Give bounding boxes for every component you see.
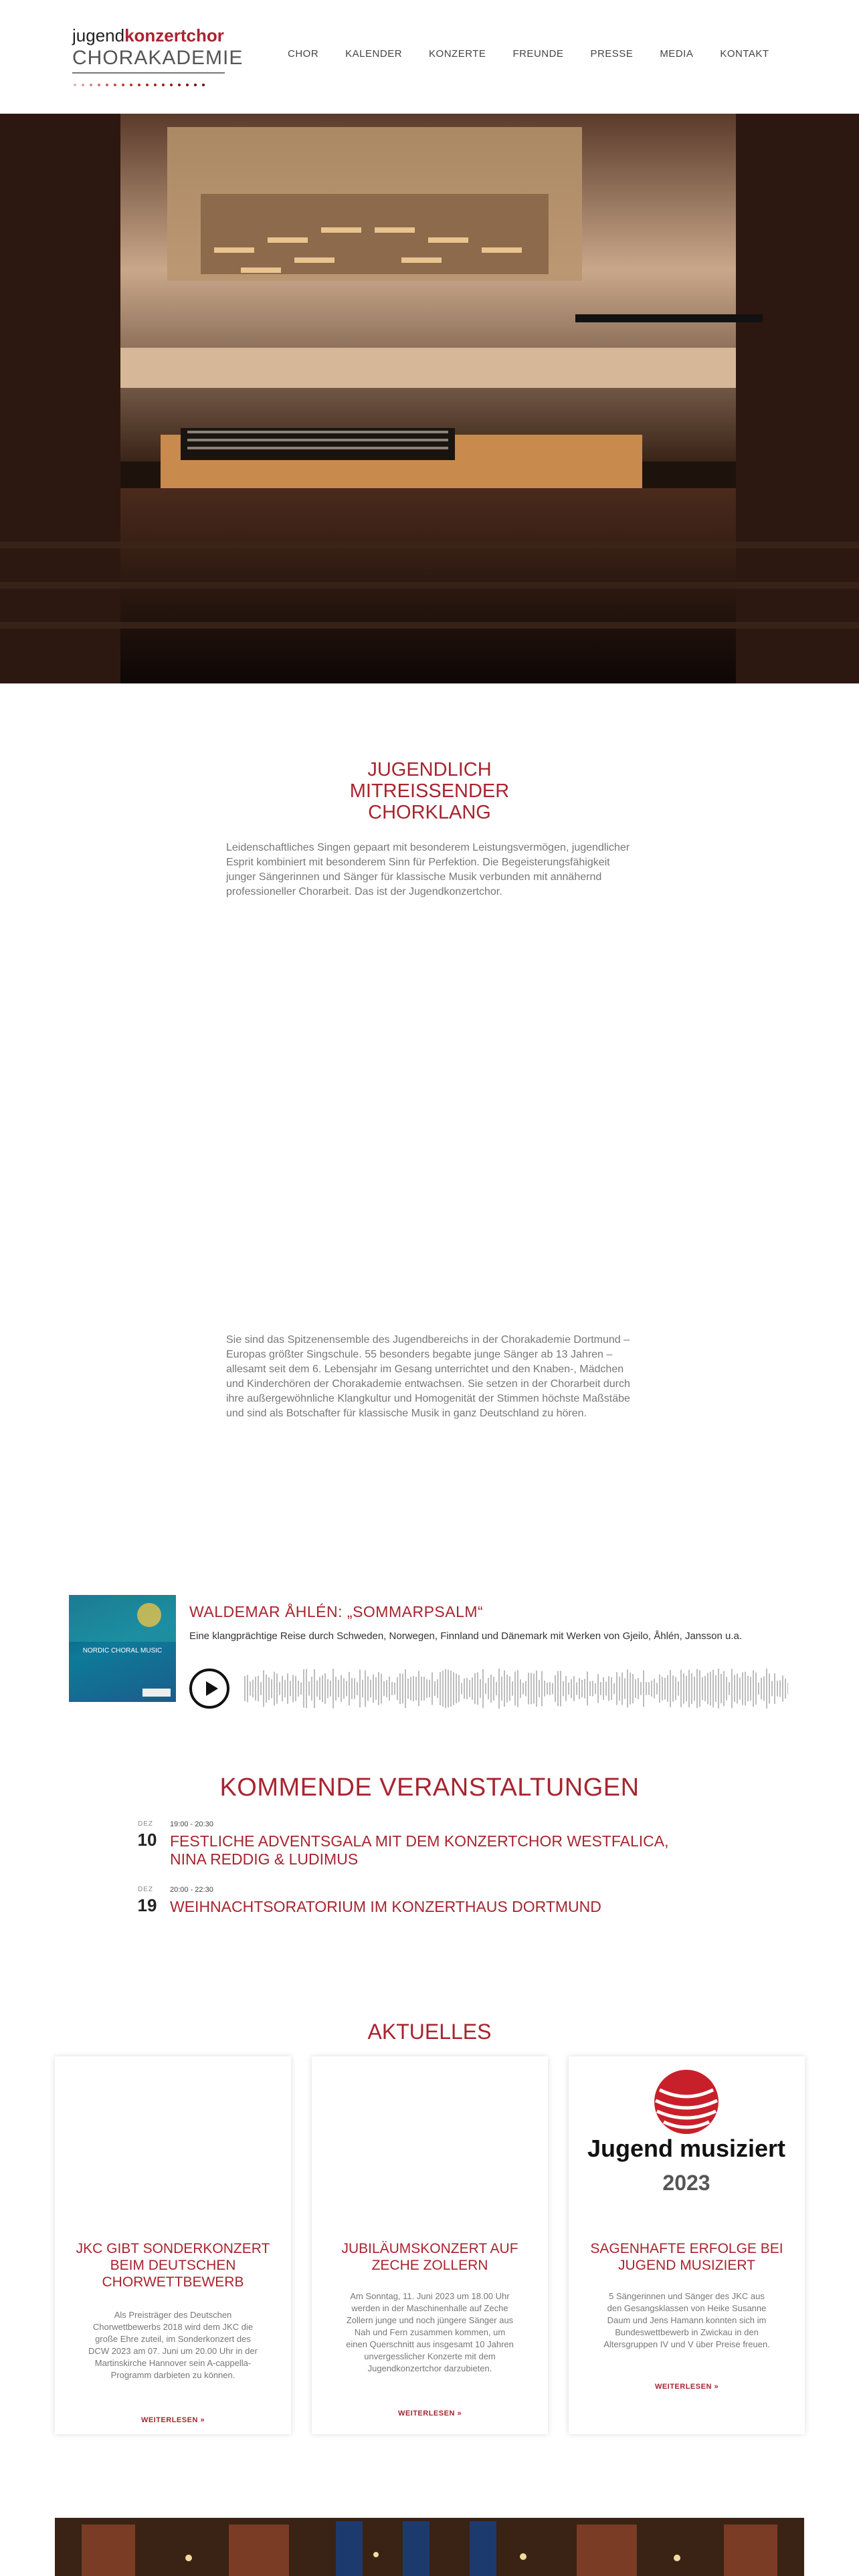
waveform-bar bbox=[335, 1677, 337, 1701]
nav-presse[interactable]: PRESSE bbox=[590, 48, 634, 60]
waveform-bar bbox=[418, 1671, 419, 1707]
waveform-bar bbox=[440, 1672, 441, 1705]
waveform-bar bbox=[683, 1673, 684, 1703]
waveform-bar bbox=[552, 1683, 553, 1695]
waveform-bar bbox=[276, 1674, 278, 1704]
waveform-bar bbox=[694, 1677, 695, 1701]
read-more-link[interactable]: WEITERLESEN » bbox=[397, 2409, 462, 2418]
logo-wordmark-top: jugendkonzertchor bbox=[72, 25, 224, 45]
album-cover-caption: NORDIC CHORAL MUSIC bbox=[82, 1647, 163, 1654]
waveform-bar bbox=[448, 1670, 449, 1708]
news-card-text: Am Sonntag, 11. Juni 2023 um 18.00 Uhr werden in der Maschinenhalle auf Zeche Zollern junge und noch jüngere Sänger aus Nah und Fern zusammen kommen, um einen Querschnitt aus insgesamt 10 Jahren unvergesslicher Konzerte mit dem Jugendkonzertchor darzubieten. bbox=[346, 2291, 514, 2373]
waveform-bar bbox=[557, 1671, 559, 1707]
waveform-bar bbox=[485, 1683, 486, 1694]
waveform-bar bbox=[747, 1676, 749, 1701]
waveform-bar bbox=[737, 1674, 738, 1704]
site-header bbox=[0, 0, 859, 114]
waveform-bar bbox=[622, 1673, 623, 1705]
waveform-bar bbox=[373, 1675, 374, 1703]
waveform-bar bbox=[710, 1672, 711, 1706]
waveform-bar bbox=[528, 1673, 529, 1704]
waveform-bar bbox=[608, 1676, 609, 1701]
waveform-bar bbox=[555, 1675, 556, 1702]
waveform-bar bbox=[501, 1677, 502, 1701]
waveform-bar bbox=[292, 1675, 294, 1703]
waveform-bar bbox=[456, 1674, 457, 1703]
waveform-bar bbox=[287, 1673, 288, 1704]
waveform-bar bbox=[539, 1680, 540, 1697]
waveform-bar bbox=[271, 1679, 272, 1699]
logo-text-line-2: 2023 bbox=[662, 2171, 710, 2195]
waveform-bar bbox=[477, 1673, 478, 1705]
nav-kalender[interactable]: KALENDER bbox=[345, 48, 403, 60]
waveform-bar bbox=[589, 1681, 591, 1696]
waveform-bar bbox=[314, 1669, 315, 1708]
waveform-bar bbox=[592, 1681, 593, 1696]
waveform-bar bbox=[761, 1678, 762, 1699]
waveform-bar bbox=[597, 1674, 599, 1703]
waveform-bar bbox=[755, 1673, 757, 1705]
waveform-bar bbox=[290, 1681, 291, 1697]
waveform-bar bbox=[579, 1678, 580, 1699]
event-day: 10 bbox=[137, 1830, 157, 1850]
waveform-bar bbox=[472, 1677, 473, 1699]
footer-church-image bbox=[55, 2518, 804, 2576]
waveform-bar bbox=[504, 1671, 505, 1707]
waveform-bar bbox=[787, 1683, 788, 1695]
waveform-bar bbox=[624, 1679, 626, 1699]
waveform-bar bbox=[464, 1679, 465, 1699]
waveform-bar bbox=[458, 1675, 460, 1702]
waveform-bar bbox=[662, 1677, 663, 1700]
waveform-bar bbox=[654, 1679, 655, 1698]
waveform-bar bbox=[244, 1676, 246, 1701]
waveform-bar bbox=[365, 1671, 366, 1707]
waveform-bar bbox=[565, 1676, 567, 1701]
waveform-bar bbox=[774, 1673, 775, 1704]
site-logo[interactable] bbox=[72, 25, 244, 86]
waveform-bar bbox=[319, 1677, 320, 1700]
news-card-image bbox=[312, 2056, 548, 2224]
news-card-title[interactable]: JKC GIBT SONDERKONZERT BEIM DEUTSCHEN CHORWETTBEWERB bbox=[76, 2241, 270, 2290]
waveform-bar bbox=[568, 1683, 569, 1695]
waveform-bar bbox=[587, 1672, 588, 1706]
waveform-bar bbox=[734, 1675, 735, 1702]
waveform-bar bbox=[688, 1670, 690, 1707]
waveform-bar bbox=[699, 1671, 700, 1707]
waveform-bar bbox=[432, 1673, 433, 1705]
waveform-bar bbox=[357, 1682, 358, 1695]
waveform-bar bbox=[696, 1669, 698, 1709]
waveform-bar bbox=[536, 1671, 537, 1707]
waveform-bar bbox=[640, 1682, 642, 1695]
waveform-bar bbox=[656, 1683, 658, 1694]
waveform-bar bbox=[603, 1677, 604, 1700]
waveform-bar bbox=[581, 1680, 583, 1697]
waveform-bar bbox=[496, 1682, 497, 1695]
waveform-bar bbox=[255, 1677, 256, 1701]
waveform-bar bbox=[397, 1677, 398, 1700]
waveform-bar bbox=[611, 1677, 612, 1700]
waveform-bar bbox=[322, 1675, 323, 1702]
waveform-bar bbox=[715, 1675, 717, 1702]
news-card[interactable] bbox=[312, 2056, 548, 2434]
waveform-bar bbox=[349, 1672, 350, 1705]
nav-konzerte[interactable]: KONZERTE bbox=[429, 48, 486, 60]
read-more-link[interactable]: WEITERLESEN » bbox=[654, 2383, 719, 2391]
waveform-bar bbox=[571, 1679, 572, 1698]
waveform-bar bbox=[354, 1678, 355, 1699]
events-section-title: KOMMENDE VERANSTALTUNGEN bbox=[219, 1774, 640, 1802]
read-more-link[interactable]: WEITERLESEN » bbox=[140, 2416, 205, 2424]
intro-title bbox=[0, 759, 859, 823]
waveform-bar bbox=[517, 1670, 518, 1707]
waveform-bar bbox=[753, 1671, 754, 1707]
waveform-bar bbox=[739, 1677, 741, 1699]
waveform-bar bbox=[445, 1669, 446, 1709]
waveform-bar bbox=[316, 1681, 318, 1697]
waveform-bar bbox=[341, 1675, 342, 1702]
waveform-bar bbox=[718, 1669, 719, 1709]
waveform-bar bbox=[284, 1680, 286, 1697]
church-illustration bbox=[55, 2518, 804, 2576]
waveform-bar bbox=[263, 1671, 264, 1707]
waveform-bar bbox=[410, 1677, 411, 1700]
waveform-bar bbox=[474, 1673, 476, 1704]
news-section-title: AKTUELLES bbox=[367, 2020, 492, 2044]
waveform-bar bbox=[480, 1679, 481, 1698]
event-day: 19 bbox=[137, 1895, 157, 1915]
waveform-bar bbox=[782, 1675, 783, 1701]
waveform-bar bbox=[308, 1681, 310, 1695]
waveform-bar bbox=[544, 1681, 545, 1696]
waveform-bar bbox=[680, 1670, 682, 1707]
nav-freunde[interactable]: FREUNDE bbox=[512, 48, 564, 60]
waveform-bar bbox=[651, 1681, 652, 1697]
waveform-bar bbox=[702, 1677, 703, 1700]
logo-dots bbox=[74, 78, 226, 83]
album-cover bbox=[69, 1595, 176, 1702]
waveform-bar bbox=[691, 1673, 692, 1704]
waveform-bar bbox=[391, 1682, 393, 1695]
waveform-bar bbox=[405, 1669, 406, 1708]
waveform-bar bbox=[763, 1677, 765, 1701]
waveform-bar bbox=[541, 1671, 543, 1707]
waveform-bar bbox=[769, 1674, 770, 1704]
intro-title-line-3: CHORKLANG bbox=[368, 802, 491, 823]
event-month: DEZ bbox=[138, 1820, 153, 1828]
waveform-bar bbox=[777, 1681, 778, 1696]
intro-title-line-1: JUGENDLICH bbox=[367, 759, 492, 780]
waveform-bar bbox=[726, 1677, 727, 1700]
waveform-bar bbox=[613, 1683, 615, 1694]
waveform-bar bbox=[729, 1682, 730, 1695]
waveform-bar bbox=[750, 1677, 751, 1701]
event-time: 19:00 - 20:30 bbox=[170, 1820, 213, 1828]
waveform-bar bbox=[721, 1674, 722, 1703]
logo-divider bbox=[72, 72, 225, 74]
event-title[interactable]: FESTLICHE ADVENTSGALA MIT DEM KONZERTCHOR WESTFALICA, NINA REDDIG & LUDIMUS bbox=[170, 1832, 669, 1868]
waveform-bar bbox=[298, 1681, 299, 1697]
waveform-bar bbox=[670, 1670, 671, 1707]
waveform-bar bbox=[678, 1681, 679, 1695]
waveform-bar bbox=[343, 1679, 345, 1699]
waveform-bar bbox=[707, 1673, 708, 1705]
waveform-bar bbox=[332, 1669, 334, 1708]
waveform-bar bbox=[324, 1673, 326, 1704]
waveform-bar bbox=[745, 1672, 746, 1705]
waveform-bar bbox=[389, 1677, 390, 1701]
play-button[interactable] bbox=[189, 1669, 229, 1709]
waveform-bar bbox=[712, 1670, 714, 1707]
waveform-bar bbox=[413, 1676, 414, 1701]
waveform-bar bbox=[327, 1679, 328, 1698]
waveform-bar bbox=[250, 1681, 251, 1695]
waveform-bar bbox=[522, 1683, 524, 1694]
waveform-bar bbox=[638, 1678, 639, 1699]
waveform-bar bbox=[466, 1678, 468, 1699]
waveform-bar bbox=[399, 1673, 401, 1704]
waveform-bar bbox=[338, 1680, 339, 1697]
event-time: 20:00 - 22:30 bbox=[170, 1886, 213, 1894]
waveform-bar bbox=[648, 1682, 650, 1695]
waveform-bar bbox=[766, 1669, 767, 1709]
waveform-bar bbox=[383, 1681, 385, 1696]
waveform-bar bbox=[785, 1679, 786, 1699]
logo-text-line-1: Jugend musiziert bbox=[587, 2135, 786, 2162]
waveform-bar bbox=[268, 1677, 270, 1700]
audio-player bbox=[69, 1595, 788, 1705]
intro-paragraph-2: Sie sind das Spitzenensemble des Jugendbereichs in der Chorakademie Dortmund – Europas größter Singschule. 55 besonders begabte junge Sänger ab 13 Jahren – allesamt seit dem 6. Lebensjahr im Gesang unterrichtet und den Knaben-, Mädchen und Kinderchören der Chorakademie entwachsen. Sie setzen in der Chorarbeit durch ihre außergewöhnliche Klangkultur und Homogenität der Stimmen höchste Maßstäbe und sind als Botschafter für klassische Musik in ganz Deutschland zu hören. bbox=[226, 1334, 630, 1419]
intro-title-line-2: MITREISSENDER bbox=[349, 780, 510, 802]
nav-kontakt[interactable]: KONTAKT bbox=[720, 48, 769, 60]
waveform-bar bbox=[407, 1679, 409, 1699]
intro-paragraph-1: Leidenschaftliches Singen gepaart mit besonderem Leistungsvermögen, jugendlicher Esprit kombiniert mit besonderem Sinn für Perfektion. Die Begeisterungsfähigkeit junger Sängerinnen und Sänger für klassische Musik verbunden mit annähernd professioneller Chorarbeit. Das ist der Jugendkonzertchor. bbox=[226, 842, 630, 897]
waveform-bar bbox=[619, 1677, 620, 1701]
waveform-bar bbox=[630, 1673, 631, 1705]
main-nav bbox=[288, 48, 796, 64]
waveform-bar bbox=[563, 1681, 564, 1696]
news-card[interactable] bbox=[569, 2056, 805, 2434]
waveform-bar bbox=[659, 1675, 660, 1703]
waveform-bar bbox=[643, 1671, 644, 1707]
waveform-bar bbox=[742, 1672, 743, 1705]
waveform-bar bbox=[303, 1669, 304, 1707]
waveform-bar bbox=[512, 1681, 513, 1696]
logo-wordmark-bottom: CHORAKADEMIE bbox=[72, 47, 244, 69]
news-card-text: 5 Sängerinnen und Sänger des JKC aus den Gesangsklassen von Heike Susanne Daum und Jens Hamann konnten sich im Bundeswettbewerb in Zwickau in den Altersgruppen IV und V über Preise freuen. bbox=[603, 2291, 770, 2349]
waveform-bar bbox=[675, 1677, 676, 1701]
event-month: DEZ bbox=[138, 1886, 153, 1893]
waveform-bar bbox=[469, 1680, 470, 1697]
waveform-bar bbox=[351, 1678, 353, 1699]
waveform-bar bbox=[506, 1675, 508, 1703]
waveform-bar bbox=[595, 1683, 596, 1694]
track-description: Eine klangprächtige Reise durch Schweden, Norwegen, Finnland und Dänemark mit Werken von Gjeilo, Åhlén, Jansson u.a. bbox=[189, 1630, 743, 1642]
waveform-bar bbox=[378, 1672, 379, 1705]
waveform-bar bbox=[426, 1679, 427, 1698]
waveform-bar bbox=[330, 1681, 331, 1696]
waveform-bar bbox=[370, 1680, 371, 1697]
waveform-bar bbox=[260, 1682, 262, 1695]
waveform-bar bbox=[394, 1683, 395, 1695]
waveform-bar bbox=[533, 1673, 535, 1703]
waveform-bar bbox=[266, 1675, 267, 1703]
waveform-bar bbox=[450, 1671, 452, 1707]
waveform-bar bbox=[437, 1679, 438, 1698]
news-card-title[interactable]: SAGENHAFTE ERFOLGE BEI JUGEND MUSIZIERT bbox=[590, 2241, 783, 2273]
waveform-bar bbox=[704, 1676, 706, 1701]
waveform-bar bbox=[646, 1682, 647, 1695]
waveform-bar bbox=[600, 1682, 601, 1695]
waveform-bar bbox=[664, 1678, 666, 1700]
waveform-bar bbox=[359, 1670, 361, 1708]
waveform-bar bbox=[402, 1674, 403, 1703]
news-card-text: Als Preisträger des Deutschen Chorwettbewerbs 2018 wird dem JKC die große Ehre zuteil, im Sonderkonzert des DCW 2023 am 07. Juni um 20.00 Uhr in der Martinskirche Hannover sein A-cappella-Programm darbieten zu können. bbox=[88, 2310, 258, 2380]
waveform-bar bbox=[771, 1681, 773, 1697]
waveform-bar bbox=[635, 1679, 636, 1698]
waveform-bar bbox=[306, 1669, 307, 1709]
waveform-bar bbox=[627, 1670, 628, 1708]
waveform-bar bbox=[686, 1676, 687, 1701]
waveform-bar bbox=[509, 1677, 510, 1701]
waveform-bar bbox=[616, 1672, 617, 1705]
nav-chor[interactable]: CHOR bbox=[288, 48, 319, 60]
track-title: WALDEMAR ÅHLÉN: „SOMMARPSALM“ bbox=[189, 1603, 484, 1620]
news-card-title[interactable]: JUBILÄUMSKONZERT AUF ZECHE ZOLLERN bbox=[341, 2241, 518, 2273]
waveform-bar bbox=[442, 1671, 444, 1707]
waveform-bar bbox=[547, 1683, 548, 1695]
waveform-bar bbox=[415, 1677, 417, 1700]
waveform-bar bbox=[423, 1677, 425, 1700]
waveform-bar bbox=[375, 1677, 377, 1700]
news-card[interactable] bbox=[55, 2056, 291, 2434]
waveform-bar bbox=[493, 1677, 494, 1700]
waveform-bar bbox=[488, 1678, 489, 1699]
waveform-bar bbox=[672, 1675, 674, 1701]
waveform-bar bbox=[525, 1681, 527, 1697]
waveform-bar bbox=[632, 1674, 634, 1703]
waveform-bar bbox=[573, 1676, 575, 1701]
waveform-bar bbox=[429, 1680, 430, 1697]
waveform-bar bbox=[381, 1674, 382, 1704]
hero-concert-hall-image bbox=[0, 114, 859, 683]
waveform-bar bbox=[295, 1676, 296, 1701]
waveform-bar bbox=[279, 1682, 280, 1695]
waveform-bar bbox=[531, 1673, 532, 1705]
waveform-bar bbox=[247, 1675, 248, 1703]
waveform-bar bbox=[723, 1671, 725, 1706]
waveform-bar bbox=[362, 1680, 363, 1698]
waveform-bar bbox=[758, 1683, 759, 1695]
waveform-bar bbox=[282, 1676, 283, 1701]
waveform-bar bbox=[779, 1681, 781, 1697]
waveform-bar bbox=[605, 1682, 607, 1696]
waveform-bar bbox=[311, 1677, 312, 1701]
waveform-bar bbox=[549, 1682, 551, 1695]
hero-illustration bbox=[0, 114, 859, 683]
waveform-bar bbox=[300, 1683, 302, 1695]
waveform-bar bbox=[252, 1680, 254, 1698]
waveform-bar bbox=[584, 1679, 585, 1698]
waveform-bar bbox=[367, 1677, 369, 1701]
waveform-bar bbox=[514, 1672, 516, 1706]
waveform-bar bbox=[498, 1669, 500, 1709]
event-title[interactable]: WEIHNACHTSORATORIUM IM KONZERTHAUS DORTMUND bbox=[170, 1898, 601, 1915]
waveform-bar bbox=[461, 1683, 462, 1694]
nav-media[interactable]: MEDIA bbox=[660, 48, 694, 60]
waveform-bar bbox=[434, 1681, 436, 1696]
waveform-bar bbox=[667, 1675, 668, 1702]
waveform-bar bbox=[453, 1673, 454, 1705]
waveform-bar bbox=[421, 1677, 422, 1701]
waveform-bar bbox=[274, 1672, 275, 1705]
jugend-musiziert-logo bbox=[569, 2056, 805, 2224]
waveform-bar bbox=[482, 1669, 484, 1708]
waveform-bar bbox=[386, 1680, 387, 1697]
waveform-bar bbox=[520, 1679, 521, 1698]
waveform-bar bbox=[490, 1675, 492, 1703]
news-card-image bbox=[55, 2056, 291, 2224]
waveform-bar bbox=[346, 1681, 347, 1697]
waveform-bar bbox=[560, 1671, 561, 1706]
waveform-bar bbox=[731, 1669, 733, 1709]
waveform-bar bbox=[258, 1676, 259, 1701]
waveform-bar bbox=[576, 1683, 577, 1695]
jugend-musiziert-emblem bbox=[569, 2056, 805, 2224]
waveform-seekbar[interactable] bbox=[244, 1669, 788, 1709]
